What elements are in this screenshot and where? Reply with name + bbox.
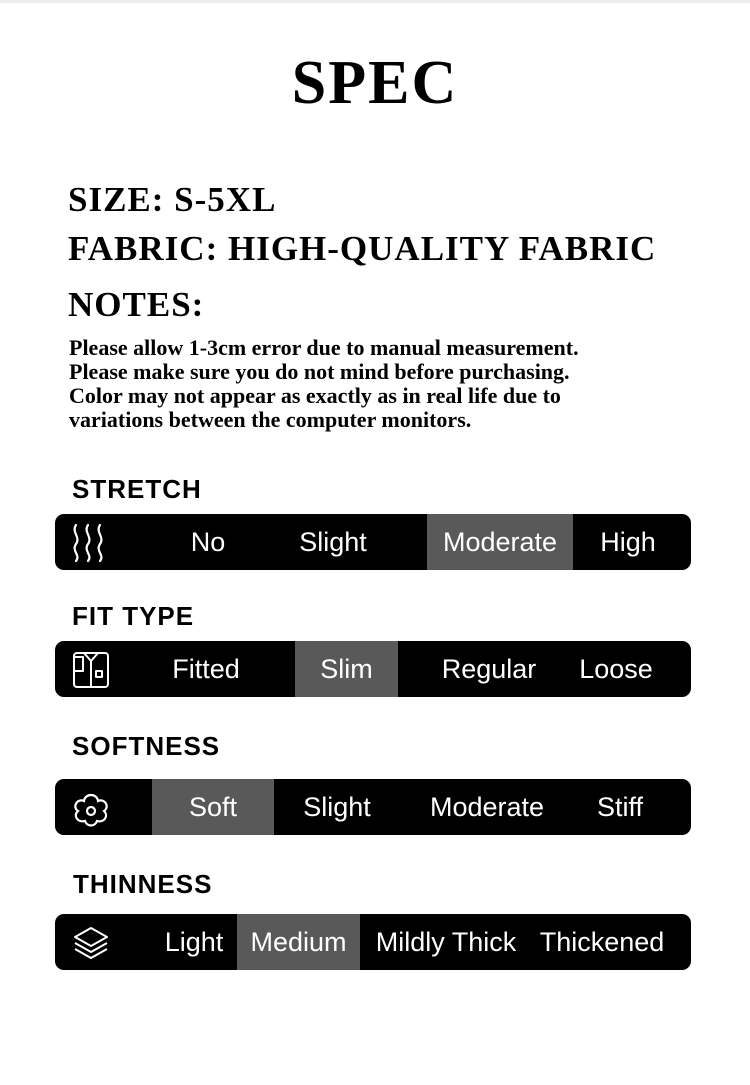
note-line: Color may not appear as exactly as in real life due to: [69, 383, 561, 408]
stretch-option-no: No: [190, 527, 226, 557]
fit-option-loose: Loose: [579, 654, 653, 684]
softness-option-slight: Slight: [303, 792, 371, 822]
cloud-icon: [67, 785, 115, 829]
thinness-bar: [55, 914, 691, 970]
thinness-option-light: Light: [164, 927, 224, 957]
stretch-option-moderate: Moderate: [427, 514, 573, 570]
fit-type-label: FIT TYPE: [72, 601, 195, 631]
top-divider: [0, 0, 750, 3]
stretch-option-high: High: [600, 527, 656, 557]
softness-option-stiff: Stiff: [596, 792, 644, 822]
stretch-bar: [55, 514, 691, 570]
softness-option-soft: Soft: [152, 779, 274, 835]
notes-heading: NOTES:: [68, 285, 205, 324]
note-line: Please make sure you do not mind before purchasing.: [69, 359, 570, 384]
softness-bar: [55, 779, 691, 835]
thinness-option-thickened: Thickened: [539, 927, 665, 957]
page-title: SPEC: [291, 49, 459, 117]
notes-text: [69, 336, 709, 432]
softness-label: SOFTNESS: [72, 731, 221, 761]
note-line: variations between the computer monitors.: [69, 407, 472, 432]
fit-option-fitted: Fitted: [172, 654, 240, 684]
fabric-line: FABRIC: HIGH-QUALITY FABRIC: [68, 229, 657, 268]
stretch-waves-icon: [67, 520, 115, 564]
size-line: SIZE: S-5XL: [68, 180, 277, 219]
fit-type-bar: [55, 641, 691, 697]
fit-option-slim: Slim: [295, 641, 398, 697]
shirt-icon: [67, 647, 115, 691]
softness-option-moderate: Moderate: [429, 792, 545, 822]
fit-option-regular: Regular: [441, 654, 537, 684]
thinness-label: THINNESS: [73, 869, 213, 899]
stretch-option-slight: Slight: [299, 527, 367, 557]
layers-icon: [67, 920, 115, 964]
note-line: Please allow 1-3cm error due to manual measurement.: [69, 335, 579, 360]
stretch-label: STRETCH: [72, 474, 202, 504]
thinness-option-medium: Medium: [237, 914, 360, 970]
thinness-option-mildly-thick: Mildly Thick: [375, 927, 517, 957]
